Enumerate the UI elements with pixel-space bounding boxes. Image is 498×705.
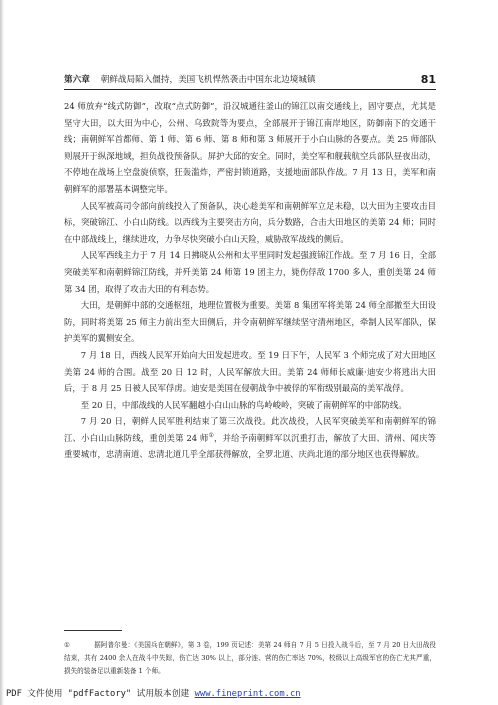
- paragraph: 至 20 日，中部战线的人民军翻越小白山山脉的鸟岭峻岭，突破了南朝鲜军的中部防线。: [80, 399, 407, 410]
- footnote-mark: ①: [64, 641, 70, 649]
- paragraph-part: ，并给予南朝鲜军以沉重打击，解放了大田、清州、闻庆等重要城市，忠清南道、忠清北道几乎全部获得解放，全罗北道、庆尚北道的部分地区也获得解放。: [64, 432, 437, 460]
- footer-text-wrap: [6, 684, 301, 704]
- header-rule: [64, 89, 436, 90]
- footer-text: PDF 文件使用 "pdfFactory" 试用版本创建: [6, 689, 195, 699]
- footer-link[interactable]: www.fineprint.com.cn: [194, 689, 301, 699]
- running-header: [64, 73, 436, 87]
- paragraph: 人民军西线主力于 7 月 14 日拂晓从公州和太平里同时发起强渡锦江作战。至 7 月 16 日，全部突破美军和南朝鲜锦江防线，并歼美第 24 师第 19 团主力，毙伤俘敌 1700 多人，重创美第 24 师第 34 团，取得了攻击大田的有利态势。: [64, 250, 436, 294]
- pdf-footer: [0, 684, 498, 704]
- footnote-rule: [64, 630, 122, 631]
- paragraph: 7 月 18 日，西线人民军开始向大田发起进攻。至 19 日下午，人民军 3 个师完成了对大田地区美第 24 师的合围。战至 20 日 12 时，人民军解放大田。美第 24 师师长威廉·迪安少将逃出大田后，于 8 月 25 日被人民军俘虏。迪安是美国在侵朝战争中被俘的军衔级别最高的美军战俘。: [64, 349, 436, 394]
- footnote-text: 据阿普尔曼：《美国兵在朝鲜》，第 3 卷，199 页记述：美第 24 师自 7 月 5 日投入战斗后，至 7 月 20 日大田战役结束，共有 2400 余人在战斗中失踪，伤亡达 30% 以上，部分连、营的伤亡率达 70%，校级以上高级军官的伤亡尤其严重，损失的装备足以重新装备 1 个师。: [64, 641, 436, 676]
- paragraph: 24 师放弃“线式防御”，改取“点式防御”，沿汉城通往釜山的锦江以南交通线上，固守要点，尤其是坚守大田，以大田为中心，公州、乌致院等为要点，全部展开于锦江南岸地区，防御南下的交通干线；南朝鲜军首都师、第 1 师、第 6 师、第 8 师和第 3 师展开于小白山脉的各要点。美 25 师部队则展开于纵深地域，担负战役预备队。屏护大邱的安全。同时，美空军和舰载航空兵部队昼夜出动，不停地在战场上空盘旋侦察，狂轰滥炸，严密封锁道路，支援地面部队作战。7 月 13 日，美军和南朝鲜军的部署基本调整完毕。: [64, 101, 436, 194]
- body-text: [64, 98, 436, 463]
- paragraph: 人民军被高司令部向前线投入了预备队，决心趁美军和南朝鲜军立足未稳，以大田为主要攻击目标，突破锦江、小白山防线。以西线为主要突击方向，兵分数路，合击大田地区的美第 24 师；同时在中部战线上，继续进攻，力争尽快突破小白山天险，威胁敌军战线的侧后。: [64, 200, 436, 244]
- paragraph-with-footnote: [64, 413, 436, 463]
- paragraph: 大田，是朝鲜中部的交通枢纽，地理位置极为重要。美第 8 集团军将美第 24 师全部撤至大田设防，同时将美第 25 师主力前出至大田侧后，并令南朝鲜军继续坚守清州地区，牵制人民军部队，保护美军的翼侧安全。: [64, 300, 436, 344]
- footnote-reference[interactable]: ①: [208, 432, 215, 440]
- chapter-label: 第六章: [64, 75, 90, 85]
- page-number: 81: [420, 73, 436, 86]
- footnote: [64, 639, 436, 679]
- chapter-title: 朝鲜战局陷入僵持，美国飞机悍然袭击中国东北边境城镇: [100, 75, 316, 85]
- paragraph-part: 7 月 20 日，朝鲜人民军胜利结束了第三次战役。此次战役，人民军突破美军和南朝鲜军的锦江、小白山山脉防线，重创美第 24 师: [64, 416, 436, 443]
- scan-edge: [0, 0, 4, 705]
